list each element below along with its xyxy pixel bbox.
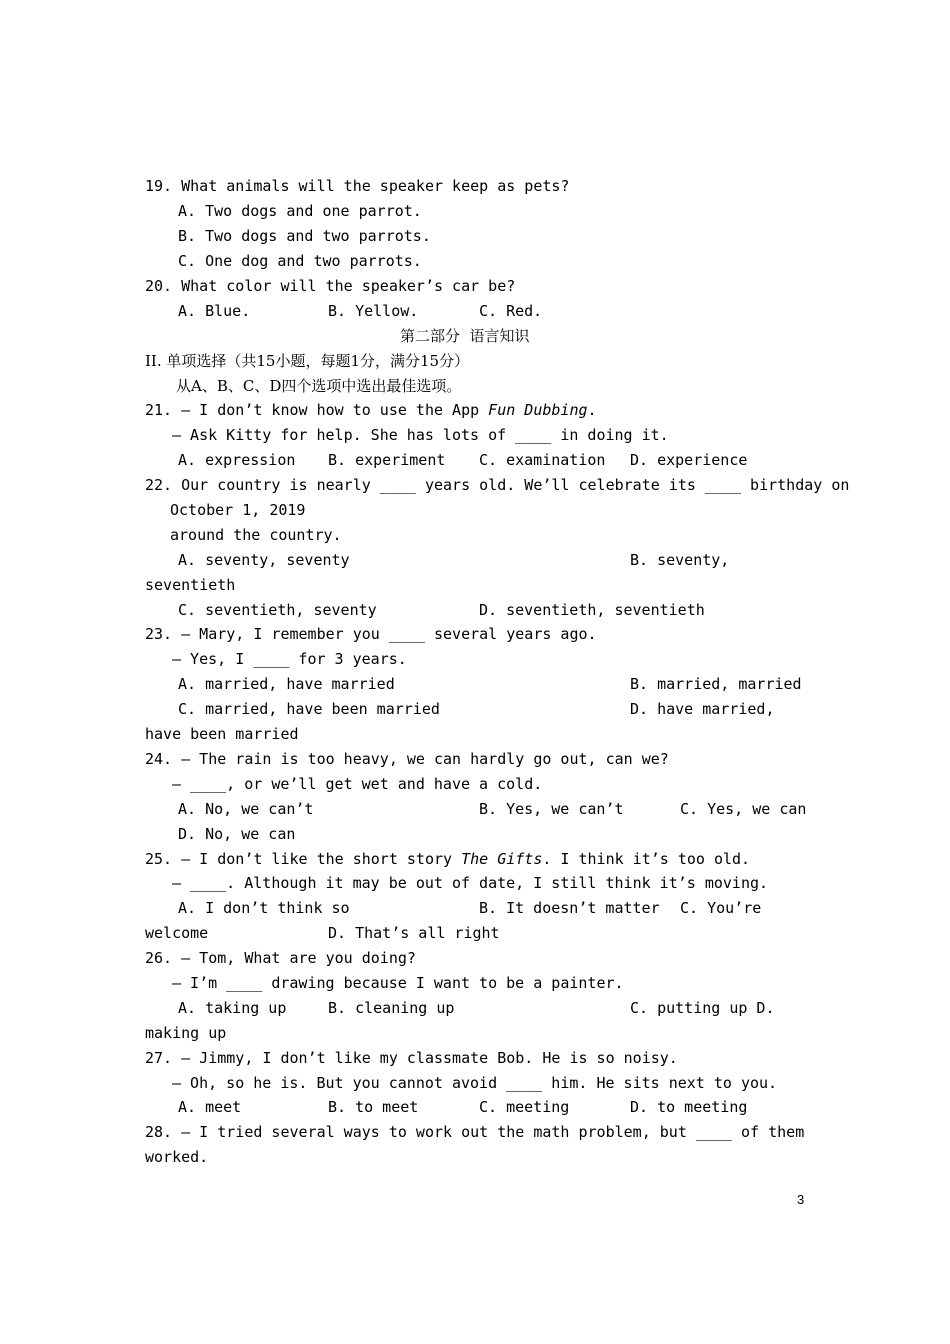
- question-21-option-d: D. experience: [630, 451, 748, 469]
- question-19-option-b: B. Two dogs and two parrots.: [178, 227, 431, 245]
- question-25-option-d: D. That’s all right: [328, 924, 500, 942]
- question-22-line-1: 22. Our country is nearly ____ years old. We’ll celebrate its ____ birthday on: [145, 476, 850, 494]
- question-27-option-a: A. meet: [178, 1098, 242, 1116]
- question-20-option-c: C. Red.: [479, 302, 543, 320]
- question-22-line-3: around the country.: [170, 526, 342, 544]
- question-24-line-1: 24. – The rain is too heavy, we can hardly go out, can we?: [145, 750, 669, 768]
- question-27-option-c: C. meeting: [479, 1098, 570, 1116]
- question-23-option-c: C. married, have been married: [178, 700, 440, 718]
- question-21-option-a: A. expression: [178, 451, 296, 469]
- question-25-option-b: B. It doesn’t matter: [479, 899, 660, 917]
- question-28-line-2: worked.: [145, 1148, 209, 1166]
- question-21-text: 21. – I don’t know how to use the App: [145, 401, 489, 419]
- question-26-option-d-wrap: making up: [145, 1024, 227, 1042]
- question-22-option-d: D. seventieth, seventieth: [479, 601, 705, 619]
- question-27-line-1: 27. – Jimmy, I don’t like my classmate Bob. He is so noisy.: [145, 1049, 678, 1067]
- question-23-line-2: – Yes, I ____ for 3 years.: [172, 650, 407, 668]
- story-title: The Gifts: [461, 850, 543, 868]
- app-title: Fun Dubbing: [488, 401, 588, 419]
- question-24-option-a: A. No, we can’t: [178, 800, 314, 818]
- question-28-line-1: 28. – I tried several ways to work out the math problem, but ____ of them: [145, 1123, 805, 1141]
- question-26-option-c: C. putting up D.: [630, 999, 775, 1017]
- question-22-option-c: C. seventieth, seventy: [178, 601, 377, 619]
- question-25-line-2: – ____. Although it may be out of date, I still think it’s moving.: [172, 874, 769, 892]
- question-24-line-2: – ____, or we’ll get wet and have a cold.: [172, 775, 543, 793]
- question-27-option-d: D. to meeting: [630, 1098, 748, 1116]
- question-21-option-c: C. examination: [479, 451, 606, 469]
- question-23-option-d-wrap: have been married: [145, 725, 299, 743]
- question-23-line-1: 23. – Mary, I remember you ____ several years ago.: [145, 625, 597, 643]
- question-21-line-1: [145, 400, 597, 420]
- question-23-option-b: B. married, married: [630, 675, 802, 693]
- question-25-option-a: A. I don’t think so: [178, 899, 350, 917]
- question-21-punct: .: [587, 401, 597, 419]
- question-27-option-b: B. to meet: [328, 1098, 419, 1116]
- question-24-option-b: B. Yes, we can’t: [479, 800, 624, 818]
- question-22-line-2: October 1, 2019: [170, 501, 306, 519]
- question-25-line-1: [145, 849, 750, 869]
- part-instruction: 从A、B、C、D四个选项中选出最佳选项。: [176, 377, 462, 395]
- question-25-option-c-wrap: welcome: [145, 924, 209, 942]
- question-24-option-d: D. No, we can: [178, 825, 296, 843]
- question-22-option-b: B. seventy,: [630, 551, 730, 569]
- question-19-option-a: A. Two dogs and one parrot.: [178, 202, 422, 220]
- page-number: 3: [797, 1192, 805, 1207]
- question-25-text-end: . I think it’s too old.: [542, 850, 751, 868]
- question-27-line-2: – Oh, so he is. But you cannot avoid ____ him. He sits next to you.: [172, 1074, 778, 1092]
- question-26-option-a: A. taking up: [178, 999, 287, 1017]
- question-26-option-b: B. cleaning up: [328, 999, 455, 1017]
- question-23-option-a: A. married, have married: [178, 675, 395, 693]
- question-25-text: 25. – I don’t like the short story: [145, 850, 462, 868]
- question-20-stem: 20. What color will the speaker’s car be?: [145, 277, 516, 295]
- question-20-option-a: A. Blue.: [178, 302, 251, 320]
- section-title: 第二部分 语言知识: [400, 327, 530, 345]
- part-heading: II. 单项选择（共15小题，每题1分，满分15分）: [145, 352, 470, 370]
- question-22-option-b-wrap: seventieth: [145, 576, 236, 594]
- question-26-line-1: 26. – Tom, What are you doing?: [145, 949, 416, 967]
- question-19-option-c: C. One dog and two parrots.: [178, 252, 422, 270]
- question-25-option-c: C. You’re: [680, 899, 762, 917]
- question-26-line-2: – I’m ____ drawing because I want to be a painter.: [172, 974, 624, 992]
- question-20-option-b: B. Yellow.: [328, 302, 419, 320]
- question-21-option-b: B. experiment: [328, 451, 446, 469]
- question-23-option-d: D. have married,: [630, 700, 775, 718]
- question-19-stem: 19. What animals will the speaker keep as pets?: [145, 177, 570, 195]
- question-22-option-a: A. seventy, seventy: [178, 551, 350, 569]
- question-24-option-c: C. Yes, we can: [680, 800, 807, 818]
- question-21-line-2: – Ask Kitty for help. She has lots of ____ in doing it.: [172, 426, 669, 444]
